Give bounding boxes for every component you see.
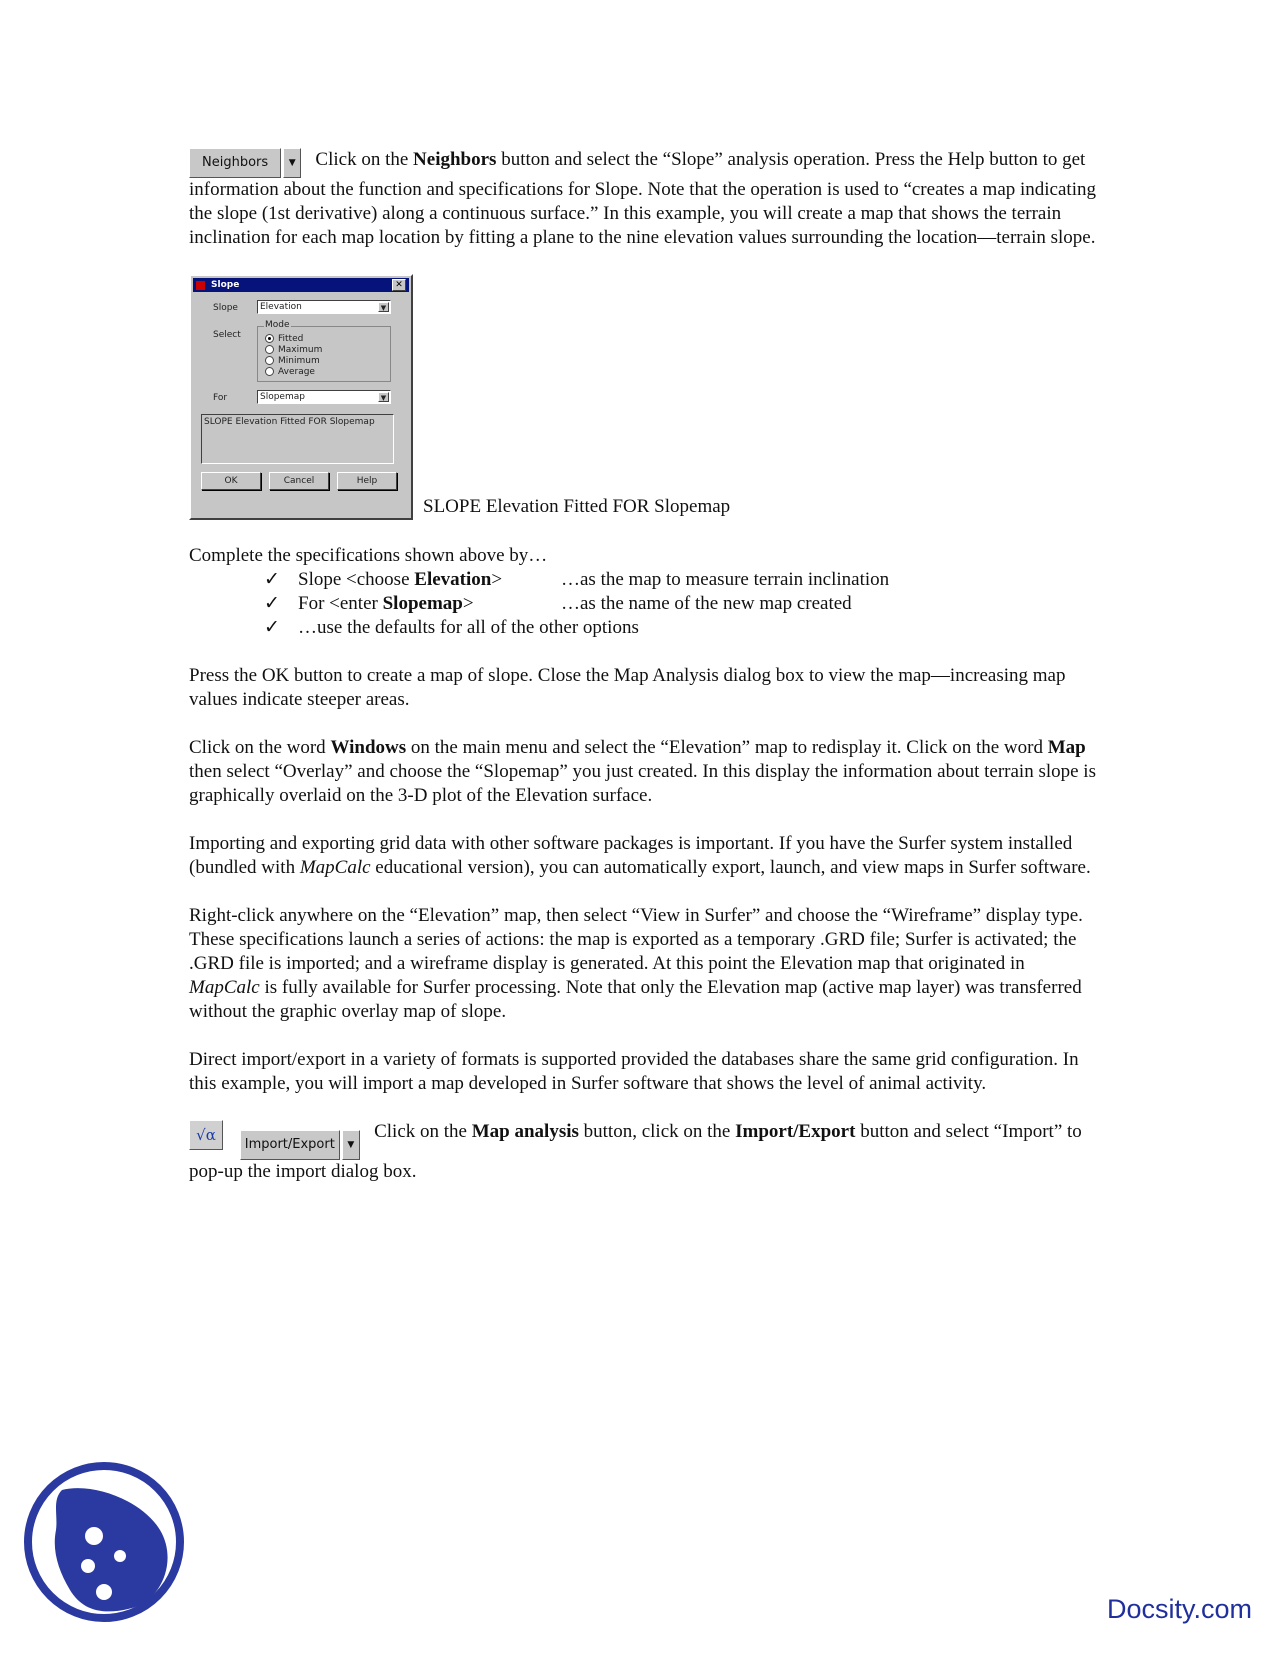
import-export-button-label: Import/Export: [240, 1130, 340, 1160]
import-export-button[interactable]: [240, 1130, 360, 1160]
chevron-down-icon[interactable]: ▼: [378, 302, 389, 312]
slope-select[interactable]: [257, 300, 391, 314]
cancel-button[interactable]: Cancel: [269, 472, 329, 490]
bold-neighbors: Neighbors: [413, 149, 497, 170]
close-icon[interactable]: ✕: [392, 279, 406, 291]
bold-map-analysis: Map analysis: [471, 1121, 579, 1142]
for-label: For: [213, 393, 228, 403]
dropdown-arrow-icon: ▼: [342, 1130, 360, 1160]
text: >: [491, 569, 503, 590]
dialog-titlebar: [193, 278, 409, 292]
slope-label: Slope: [213, 303, 238, 313]
list-item-instruction: [298, 568, 561, 592]
docsity-logo-icon: [22, 1460, 186, 1624]
select-label: Select: [213, 330, 241, 340]
bold-import-export: Import/Export: [735, 1121, 856, 1142]
paragraph-importing: [189, 832, 1099, 880]
for-select-value: Slopemap: [260, 392, 305, 402]
mode-label: Mode: [265, 320, 290, 330]
checkmark-icon: ✓: [264, 569, 280, 590]
text: Slope <choose: [298, 569, 415, 590]
radio-fitted[interactable]: [265, 333, 322, 344]
list-item: [264, 592, 1099, 616]
radio-dot: [265, 345, 274, 354]
radio-label: Maximum: [278, 344, 323, 355]
checkmark-icon: ✓: [264, 593, 280, 614]
text: button, click on the: [578, 1121, 736, 1142]
logo-dot: [81, 1559, 95, 1573]
text: Click on the: [374, 1121, 472, 1142]
help-button[interactable]: Help: [337, 472, 397, 490]
app-icon: [196, 281, 205, 290]
text: Right-click anywhere on the “Elevation” map, then select “View in Surfer” and choose the “Wireframe” display type. These specifications launch a series of actions: the map is exported as a temporary .GRD file; Surfer is activated; the .GRD file is imported; and a wireframe display is generated. At this point the Elevation map that originated in: [189, 905, 1083, 974]
paragraph-press-ok: Press the OK button to create a map of slope. Close the Map Analysis dialog box to view the map—increasing map values indicate steeper areas.: [189, 665, 1066, 710]
paragraph-right-click: [189, 904, 1099, 1024]
document-body: [189, 148, 1099, 1184]
bold-slopemap: Slopemap: [382, 593, 463, 614]
dialog-row: [189, 274, 1099, 520]
italic-mapcalc: MapCalc: [189, 977, 260, 998]
radio-dot: [265, 367, 274, 376]
text: Importing and exporting grid data with other software packages is important. If you have the Surfer system installed (bundled with: [189, 833, 1073, 878]
text: For <enter: [298, 593, 383, 614]
paragraph-neighbors: [189, 148, 1099, 250]
checklist-intro: Complete the specifications shown above by…: [189, 545, 548, 566]
map-analysis-button[interactable]: √α: [189, 1120, 223, 1150]
radio-maximum[interactable]: [265, 344, 322, 355]
slope-dialog: [189, 274, 413, 520]
radio-dot: [265, 356, 274, 365]
text: then select “Overlay” and choose the “Slopemap” you just created. In this display the information about terrain slope is graphically overlaid on the 3-D plot of the Elevation surface.: [189, 761, 1096, 806]
logo-dot: [114, 1550, 126, 1562]
command-preview: SLOPE Elevation Fitted FOR Slopemap: [201, 414, 394, 464]
radio-average[interactable]: [265, 366, 322, 377]
paragraph-direct-import: Direct import/export in a variety of formats is supported provided the databases share the same grid configuration. In this example, you will import a map developed in Surfer software that shows the level of animal activity.: [189, 1049, 1079, 1094]
bold-map: Map: [1047, 737, 1086, 758]
radio-dot: [265, 334, 274, 343]
list-item: [264, 616, 1099, 640]
ok-button[interactable]: OK: [201, 472, 261, 490]
neighbors-button[interactable]: [189, 148, 301, 178]
docsity-brand[interactable]: Docsity.com: [1106, 1594, 1252, 1624]
text: button and select “Import” to pop-up the import dialog box.: [189, 1121, 1082, 1182]
logo-dot: [85, 1527, 103, 1545]
text: button and select the “Slope” analysis operation. Press the Help button to get information about the function and specifications for Slope. Note that the operation is used to “creates a map indicating the slope (1st derivative) along a continuous surface.” In this example, you will create a map that shows the terrain inclination for each map location by fitting a plane to the nine elevation values surrounding the location—terrain slope.: [189, 149, 1096, 248]
radio-minimum[interactable]: [265, 355, 322, 366]
bold-windows: Windows: [330, 737, 407, 758]
text: is fully available for Surfer processing. Note that only the Elevation map (active map layer) was transferred without the graphic overlay map of slope.: [189, 977, 1082, 1022]
text: educational version), you can automatically export, launch, and view maps in Surfer software.: [370, 857, 1091, 878]
list-item-description: …use the defaults for all of the other options: [298, 617, 639, 638]
text: >: [462, 593, 474, 614]
dropdown-arrow-icon: ▼: [283, 148, 301, 178]
paragraph-windows: [189, 736, 1099, 808]
radio-label: Fitted: [278, 333, 304, 344]
italic-mapcalc: MapCalc: [299, 857, 371, 878]
neighbors-button-label: Neighbors: [189, 148, 281, 178]
chevron-down-icon[interactable]: ▼: [378, 392, 389, 402]
list-item-description: …as the name of the new map created: [561, 593, 852, 614]
radio-label: Average: [278, 366, 315, 377]
logo-dot: [96, 1584, 112, 1600]
slope-select-value: Elevation: [260, 302, 302, 312]
list-item-description: …as the map to measure terrain inclination: [561, 569, 890, 590]
mode-group: [257, 320, 391, 382]
text: on the main menu and select the “Elevation” map to redisplay it. Click on the word: [406, 737, 1048, 758]
dialog-title: Slope: [211, 280, 240, 290]
checkmark-icon: ✓: [264, 617, 280, 638]
dialog-caption: SLOPE Elevation Fitted FOR Slopemap: [423, 496, 731, 517]
checklist: [189, 568, 1099, 640]
bold-elevation: Elevation: [414, 569, 492, 590]
radio-label: Minimum: [278, 355, 320, 366]
list-item: [264, 568, 1099, 592]
list-item-instruction: [298, 592, 561, 616]
paragraph-map-analysis: [189, 1120, 1099, 1184]
mode-options: [265, 333, 322, 377]
text: Click on the word: [189, 737, 331, 758]
text: Click on the: [315, 149, 414, 170]
for-select[interactable]: [257, 390, 391, 404]
